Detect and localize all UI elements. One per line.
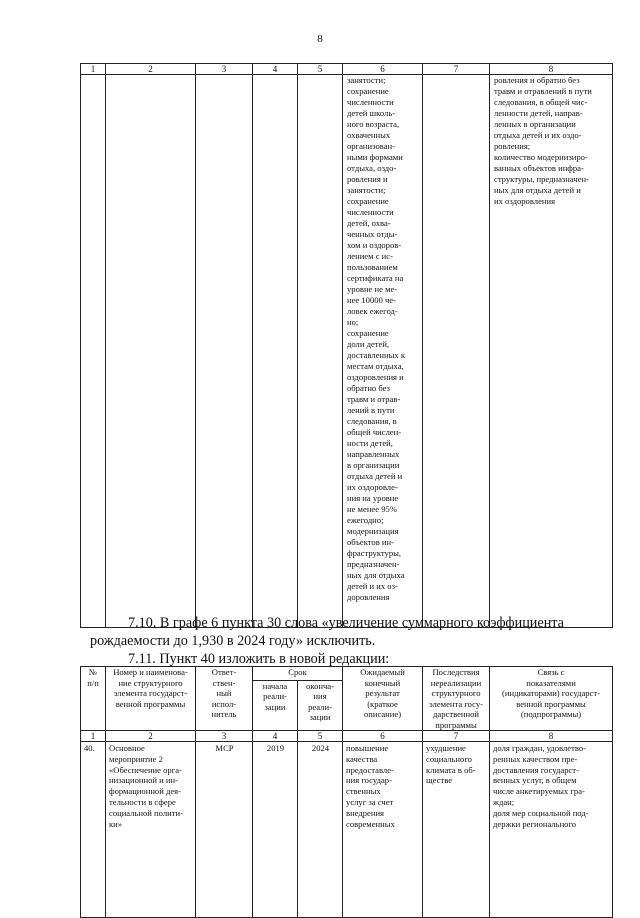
header-end: оконча- ния реали- зации	[298, 680, 343, 731]
column-number-row	[81, 731, 613, 742]
page-number: 8	[317, 33, 323, 45]
row-responsible: МСР	[196, 742, 253, 918]
table-row	[81, 742, 613, 918]
row-start: 2019	[253, 742, 298, 918]
col-num-3: 3	[196, 731, 253, 742]
header-link: Связь с показателями (индикаторами) государст- венной программы (подпрограммы)	[490, 667, 613, 731]
header-responsible: Ответ- ствен- ный испол- нитель	[196, 667, 253, 731]
col-num-6: 6	[343, 731, 423, 742]
col-num-5: 5	[298, 731, 343, 742]
header-term: Срок	[253, 667, 343, 681]
row-consequences: ухудшение социального климата в об- ществе	[423, 742, 490, 918]
expected-result-text: занятости; сохранение численности детей школь- ного возраста, охваченных организован- ными формами отдыха, оздо- ровления и занятости; сохранение численности детей, охва- ченных отды- хом и оздоров- лением с ис- пользованием сертификата на уровне не ме- нее 10000 че- ловек ежегод- но; сохранение доли детей, доставленных к местам отдыха, оздоровления и обратно без травм и отрав- лений в пути следования, в общей числен- ности детей, направленных в организации отдыха детей и их оздоровле- ния на уровне не менее 95% ежегодно; модернизация объектов ин- фраструктуры, предназначен- ных для отдыха детей и их оз- доровления	[347, 75, 406, 602]
col-num-8: 8	[490, 731, 613, 742]
table-new-item-40	[80, 666, 613, 918]
header-result: Ожидаемый конечный результат (краткое описание)	[343, 667, 423, 731]
col-num-4: 4	[253, 64, 298, 75]
col-num-8: 8	[490, 64, 613, 75]
col-num-4: 4	[253, 731, 298, 742]
col-num-1: 1	[81, 64, 106, 75]
col-num-6: 6	[343, 64, 423, 75]
header-num: № п/п	[81, 667, 106, 731]
paragraph-7-10-line1: 7.10. В графе 6 пункта 30 слова «увеличение суммарного коэффициента	[128, 615, 564, 631]
header-name: Номер и наименова- ние структурного элемента государст- венной программы	[106, 667, 196, 731]
table-row	[81, 75, 613, 628]
col-num-7: 7	[423, 731, 490, 742]
col-num-5: 5	[298, 64, 343, 75]
header-start: начала реали- зации	[253, 680, 298, 731]
row-end: 2024	[298, 742, 343, 918]
col-num-1: 1	[81, 731, 106, 742]
col-num-3: 3	[196, 64, 253, 75]
header-row	[81, 667, 613, 681]
paragraph-7-10-line2: рождаемости до 1,930 в 2024 году» исключить.	[90, 633, 376, 649]
col-num-2: 2	[106, 64, 196, 75]
col-num-7: 7	[423, 64, 490, 75]
header-consequences: Последствия нереализации структурного элемента госу- дарственной программы	[423, 667, 490, 731]
indicators-text: ровления и обратно без травм и отравлений в пути следования, в общей чис- ленности детей, направ- ленных в организации отдыха детей и их оздо- ровления; количество модернизиро- ванных объектов инфра- структуры, предназначен- ных для отдыха детей и их оздоровления	[494, 75, 592, 206]
row-link: доля граждан, удовлетво- ренных качеством пре- доставления государст- венных услуг, в общем числе анкетируемых гра- ждан; доля мер социальной под- держки регионального	[490, 742, 613, 918]
col-num-2: 2	[106, 731, 196, 742]
row-result: повышение качества предоставле- ния государ- ственных услуг за счет внедрения современных	[343, 742, 423, 918]
row-num: 40.	[81, 742, 106, 918]
column-number-row	[81, 64, 613, 75]
row-name: Основное мероприятие 2 «Обеспечение орга- низационной и ин- формационной дея- тельности в сфере социальной полити- ки»	[106, 742, 196, 918]
table-continuation	[80, 63, 613, 628]
paragraph-7-11: 7.11. Пункт 40 изложить в новой редакции:	[128, 651, 390, 667]
